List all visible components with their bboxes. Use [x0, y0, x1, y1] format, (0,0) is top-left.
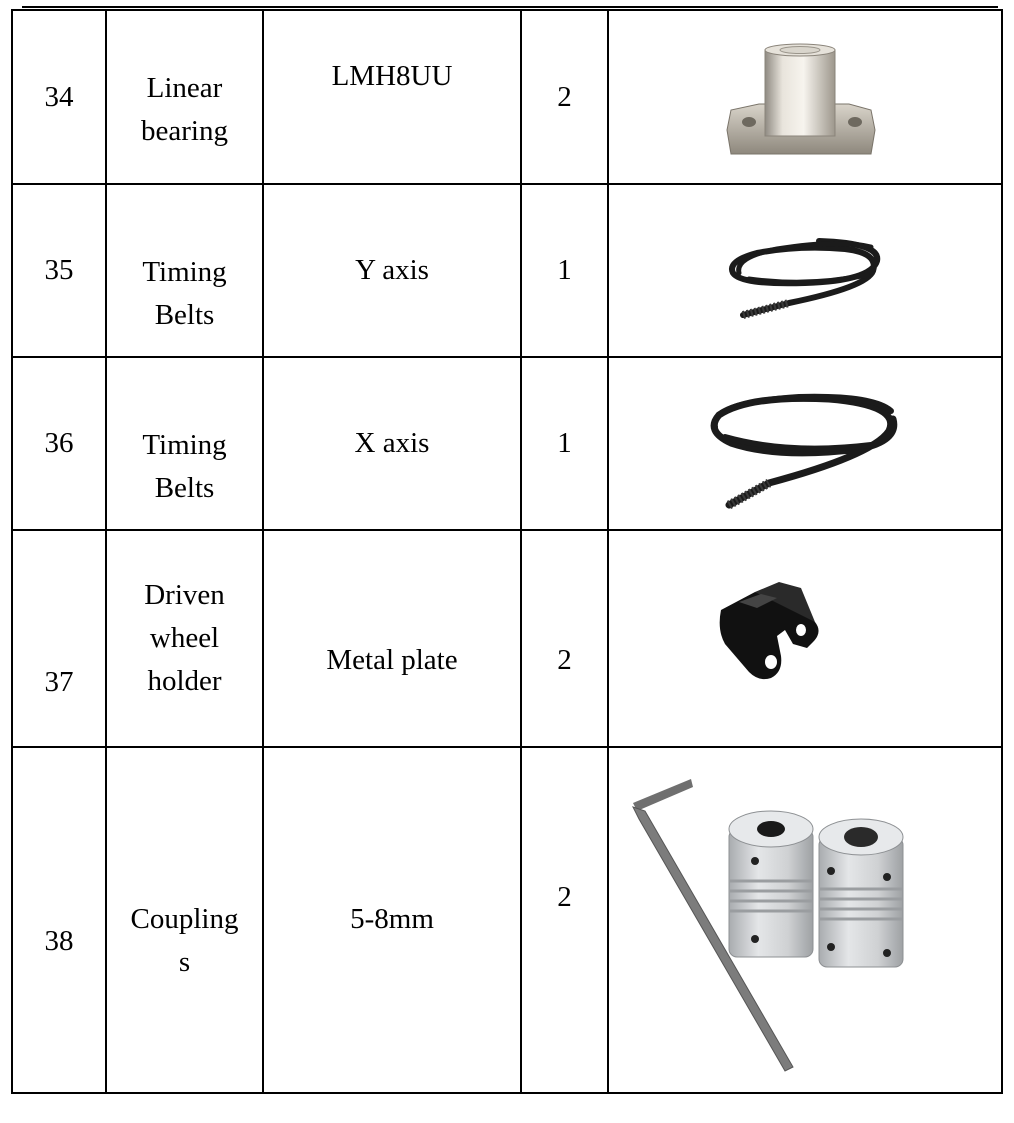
item-qty-cell	[521, 747, 608, 1093]
item-number-cell	[12, 10, 106, 184]
item-name-cell	[106, 184, 263, 357]
item-name-cell	[106, 357, 263, 530]
item-name-line: wheel	[149, 622, 220, 654]
flexible-coupling-and-hex-key-icon	[609, 749, 999, 1091]
black-u-bracket-icon	[609, 532, 999, 745]
item-number: 36	[44, 427, 74, 459]
item-spec-cell	[263, 747, 521, 1093]
item-qty: 2	[557, 644, 572, 676]
item-name-line: s	[178, 946, 191, 978]
item-number: 38	[44, 925, 74, 957]
item-name-line: Driven	[144, 579, 225, 611]
item-image-cell	[608, 184, 1002, 357]
item-name-line: Timing	[142, 429, 227, 461]
item-qty-cell	[521, 530, 608, 747]
timing-belt-coil-icon	[609, 359, 999, 529]
item-image-cell	[608, 747, 1002, 1093]
item-spec: Metal plate	[326, 644, 458, 676]
item-qty: 2	[557, 80, 572, 113]
item-qty-cell	[521, 184, 608, 357]
item-name-line: Linear	[146, 72, 223, 104]
item-qty: 1	[557, 254, 572, 286]
item-image-cell	[608, 10, 1002, 184]
item-number: 35	[44, 254, 74, 286]
item-name-cell	[106, 10, 263, 184]
item-spec-cell	[263, 530, 521, 747]
table-row	[12, 747, 1002, 1093]
table-row	[12, 357, 1002, 530]
item-name-line: Coupling	[130, 903, 239, 935]
item-image-cell	[608, 530, 1002, 747]
item-spec: Y axis	[355, 254, 429, 286]
item-number-cell	[12, 530, 106, 747]
top-rule	[22, 6, 998, 8]
item-name-line: Belts	[154, 299, 215, 331]
item-spec-cell	[263, 10, 521, 184]
table-row	[12, 10, 1002, 184]
item-number: 34	[44, 80, 74, 113]
item-number-cell	[12, 747, 106, 1093]
item-qty-cell	[521, 10, 608, 184]
item-spec: X axis	[354, 427, 430, 459]
item-name-line: Belts	[154, 472, 215, 504]
item-qty: 1	[557, 427, 572, 459]
item-name-line: Timing	[142, 256, 227, 288]
timing-belt-coil-icon	[609, 187, 999, 355]
item-spec: 5-8mm	[350, 903, 434, 935]
item-spec: LMH8UU	[331, 60, 453, 92]
parts-table	[11, 9, 1003, 1094]
item-image-cell	[608, 357, 1002, 530]
item-name-line: holder	[147, 665, 222, 697]
item-spec-cell	[263, 357, 521, 530]
item-qty: 2	[557, 881, 572, 913]
item-name-cell	[106, 530, 263, 747]
item-number-cell	[12, 184, 106, 357]
flanged-linear-bearing-icon	[609, 12, 999, 182]
item-spec-cell	[263, 184, 521, 357]
table-row	[12, 530, 1002, 747]
item-name-cell	[106, 747, 263, 1093]
table-row	[12, 184, 1002, 357]
item-qty-cell	[521, 357, 608, 530]
item-number-cell	[12, 357, 106, 530]
item-number: 37	[44, 666, 74, 698]
item-name-line: bearing	[141, 115, 228, 147]
